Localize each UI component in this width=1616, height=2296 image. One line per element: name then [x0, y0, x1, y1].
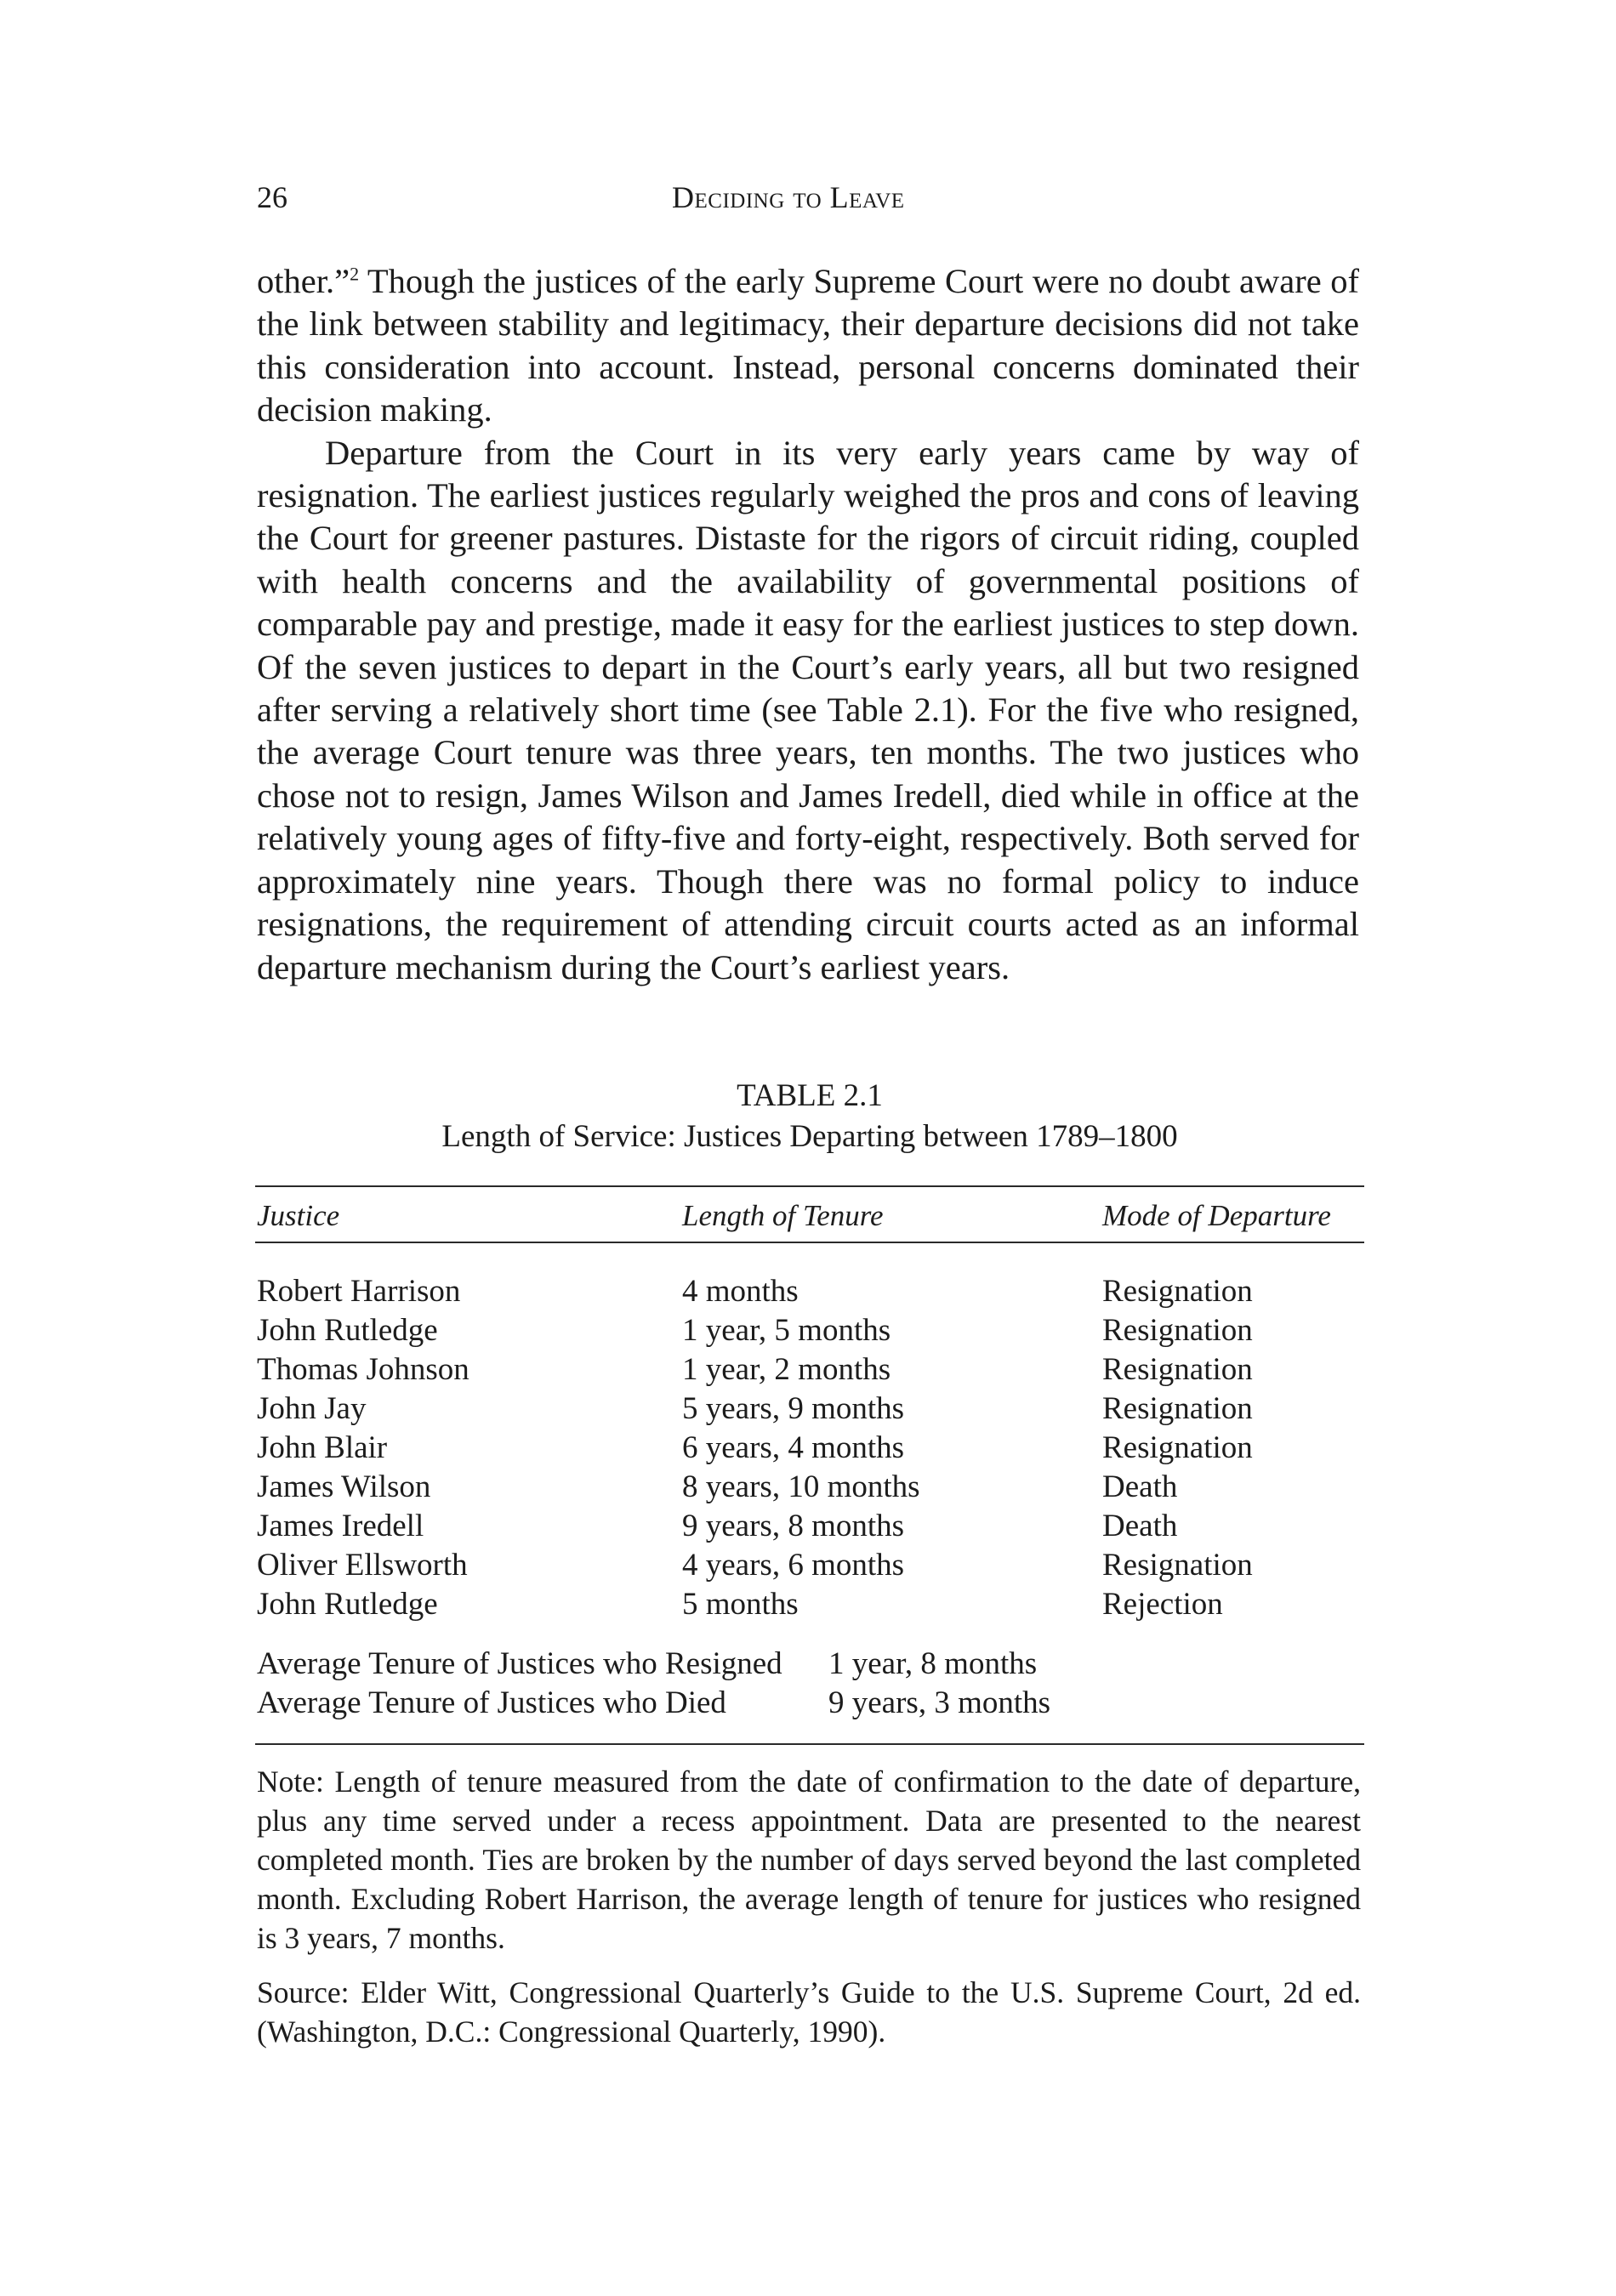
- justice-cell: James Wilson: [257, 1469, 431, 1504]
- tenure-cell: 1 year, 2 months: [682, 1352, 891, 1387]
- body-text: [257, 260, 1359, 989]
- table-row: [257, 1468, 1363, 1507]
- table-row: [257, 1272, 1363, 1311]
- departure-cell: Death: [1102, 1509, 1178, 1543]
- table-row: [257, 1507, 1363, 1546]
- average-row: [257, 1645, 1363, 1684]
- paragraph-1: [257, 260, 1359, 432]
- table-label: TABLE 2.1: [737, 1078, 883, 1113]
- column-header-departure: Mode of Departure: [1102, 1199, 1331, 1232]
- justice-cell: James Iredell: [257, 1509, 424, 1543]
- departure-cell: Resignation: [1102, 1548, 1253, 1583]
- table-row: [257, 1350, 1363, 1390]
- table-body: [257, 1272, 1363, 1624]
- tenure-cell: 8 years, 10 months: [682, 1469, 920, 1504]
- paragraph-1-lead: other.”: [257, 262, 350, 300]
- page-number: 26: [257, 180, 287, 214]
- average-label: Average Tenure of Justices who Died: [257, 1685, 726, 1720]
- table-header-rule: [255, 1242, 1364, 1243]
- footnote-marker: 2: [350, 263, 360, 285]
- justice-cell: Robert Harrison: [257, 1274, 461, 1309]
- justice-cell: Thomas Johnson: [257, 1352, 469, 1387]
- table-row: [257, 1390, 1363, 1429]
- average-value: 9 years, 3 months: [828, 1685, 1051, 1720]
- table-caption: Length of Service: Justices Departing between 1789–1800: [441, 1119, 1178, 1154]
- table-row: [257, 1429, 1363, 1468]
- tenure-cell: 9 years, 8 months: [682, 1509, 905, 1543]
- average-label: Average Tenure of Justices who Resigned: [257, 1646, 782, 1681]
- departure-cell: Resignation: [1102, 1313, 1253, 1348]
- tenure-cell: 5 months: [682, 1587, 799, 1622]
- departure-cell: Death: [1102, 1469, 1178, 1504]
- table-averages: [257, 1645, 1363, 1723]
- table-row: [257, 1546, 1363, 1585]
- tenure-cell: 1 year, 5 months: [682, 1313, 891, 1348]
- column-header-justice: Justice: [257, 1199, 340, 1232]
- justice-cell: John Blair: [257, 1430, 388, 1465]
- running-head: Deciding to Leave: [672, 180, 905, 214]
- average-value: 1 year, 8 months: [828, 1646, 1038, 1681]
- average-row: [257, 1684, 1363, 1723]
- departure-cell: Resignation: [1102, 1391, 1253, 1426]
- table-note: Note: Length of tenure measured from the date of confirmation to the date of departure, plus any time served under a recess appointment. Data are presented to the nearest completed month. Ties are broken by the number of days served beyond the last completed month. Excluding Robert Harrison, the average length of tenure for justices who resigned is 3 years, 7 months.: [257, 1765, 1361, 1955]
- table-bottom-rule: [255, 1743, 1364, 1745]
- table-row: [257, 1311, 1363, 1350]
- table-row: [257, 1585, 1363, 1624]
- justice-cell: John Rutledge: [257, 1587, 438, 1622]
- table-source: Source: Elder Witt, Congressional Quarterly’s Guide to the U.S. Supreme Court, 2d ed. (Washington, D.C.: Congressional Quarterly, 1990).: [257, 1975, 1361, 2049]
- tenure-cell: 6 years, 4 months: [682, 1430, 905, 1465]
- departure-cell: Resignation: [1102, 1352, 1253, 1387]
- table-top-rule: [255, 1185, 1364, 1187]
- tenure-cell: 4 years, 6 months: [682, 1548, 905, 1583]
- paragraph-2: Departure from the Court in its very early years came by way of resignation. The earliest justices regularly weighed the pros and cons of leaving the Court for greener pastures. Distaste for the rigors of circuit riding, coupled with health concerns and the availability of governmental positions of comparable pay and prestige, made it easy for the earliest justices to step down. Of the seven justices to depart in the Court’s early years, all but two resigned after serving a relatively short time (see Table 2.1). For the five who resigned, the average Court tenure was three years, ten months. The two justices who chose not to resign, James Wilson and James Iredell, died while in office at the relatively young ages of fifty-five and forty-eight, respectively. Both served for approximately nine years. Though there was no formal policy to induce resignations, the requirement of attending circuit courts acted as an informal departure mechanism during the Court’s earliest years.: [257, 433, 1359, 986]
- column-header-tenure: Length of Tenure: [682, 1199, 884, 1232]
- justice-cell: John Rutledge: [257, 1313, 438, 1348]
- justice-cell: Oliver Ellsworth: [257, 1548, 468, 1583]
- tenure-cell: 4 months: [682, 1274, 799, 1309]
- justice-cell: John Jay: [257, 1391, 367, 1426]
- tenure-cell: 5 years, 9 months: [682, 1391, 905, 1426]
- departure-cell: Resignation: [1102, 1274, 1253, 1309]
- departure-cell: Resignation: [1102, 1430, 1253, 1465]
- departure-cell: Rejection: [1102, 1587, 1223, 1622]
- paragraph-1-text: Though the justices of the early Supreme Court were no doubt aware of the link between stability and legitimacy, their departure decisions did not take this consideration into account. Instead, personal concerns dominated their decision making.: [257, 262, 1359, 429]
